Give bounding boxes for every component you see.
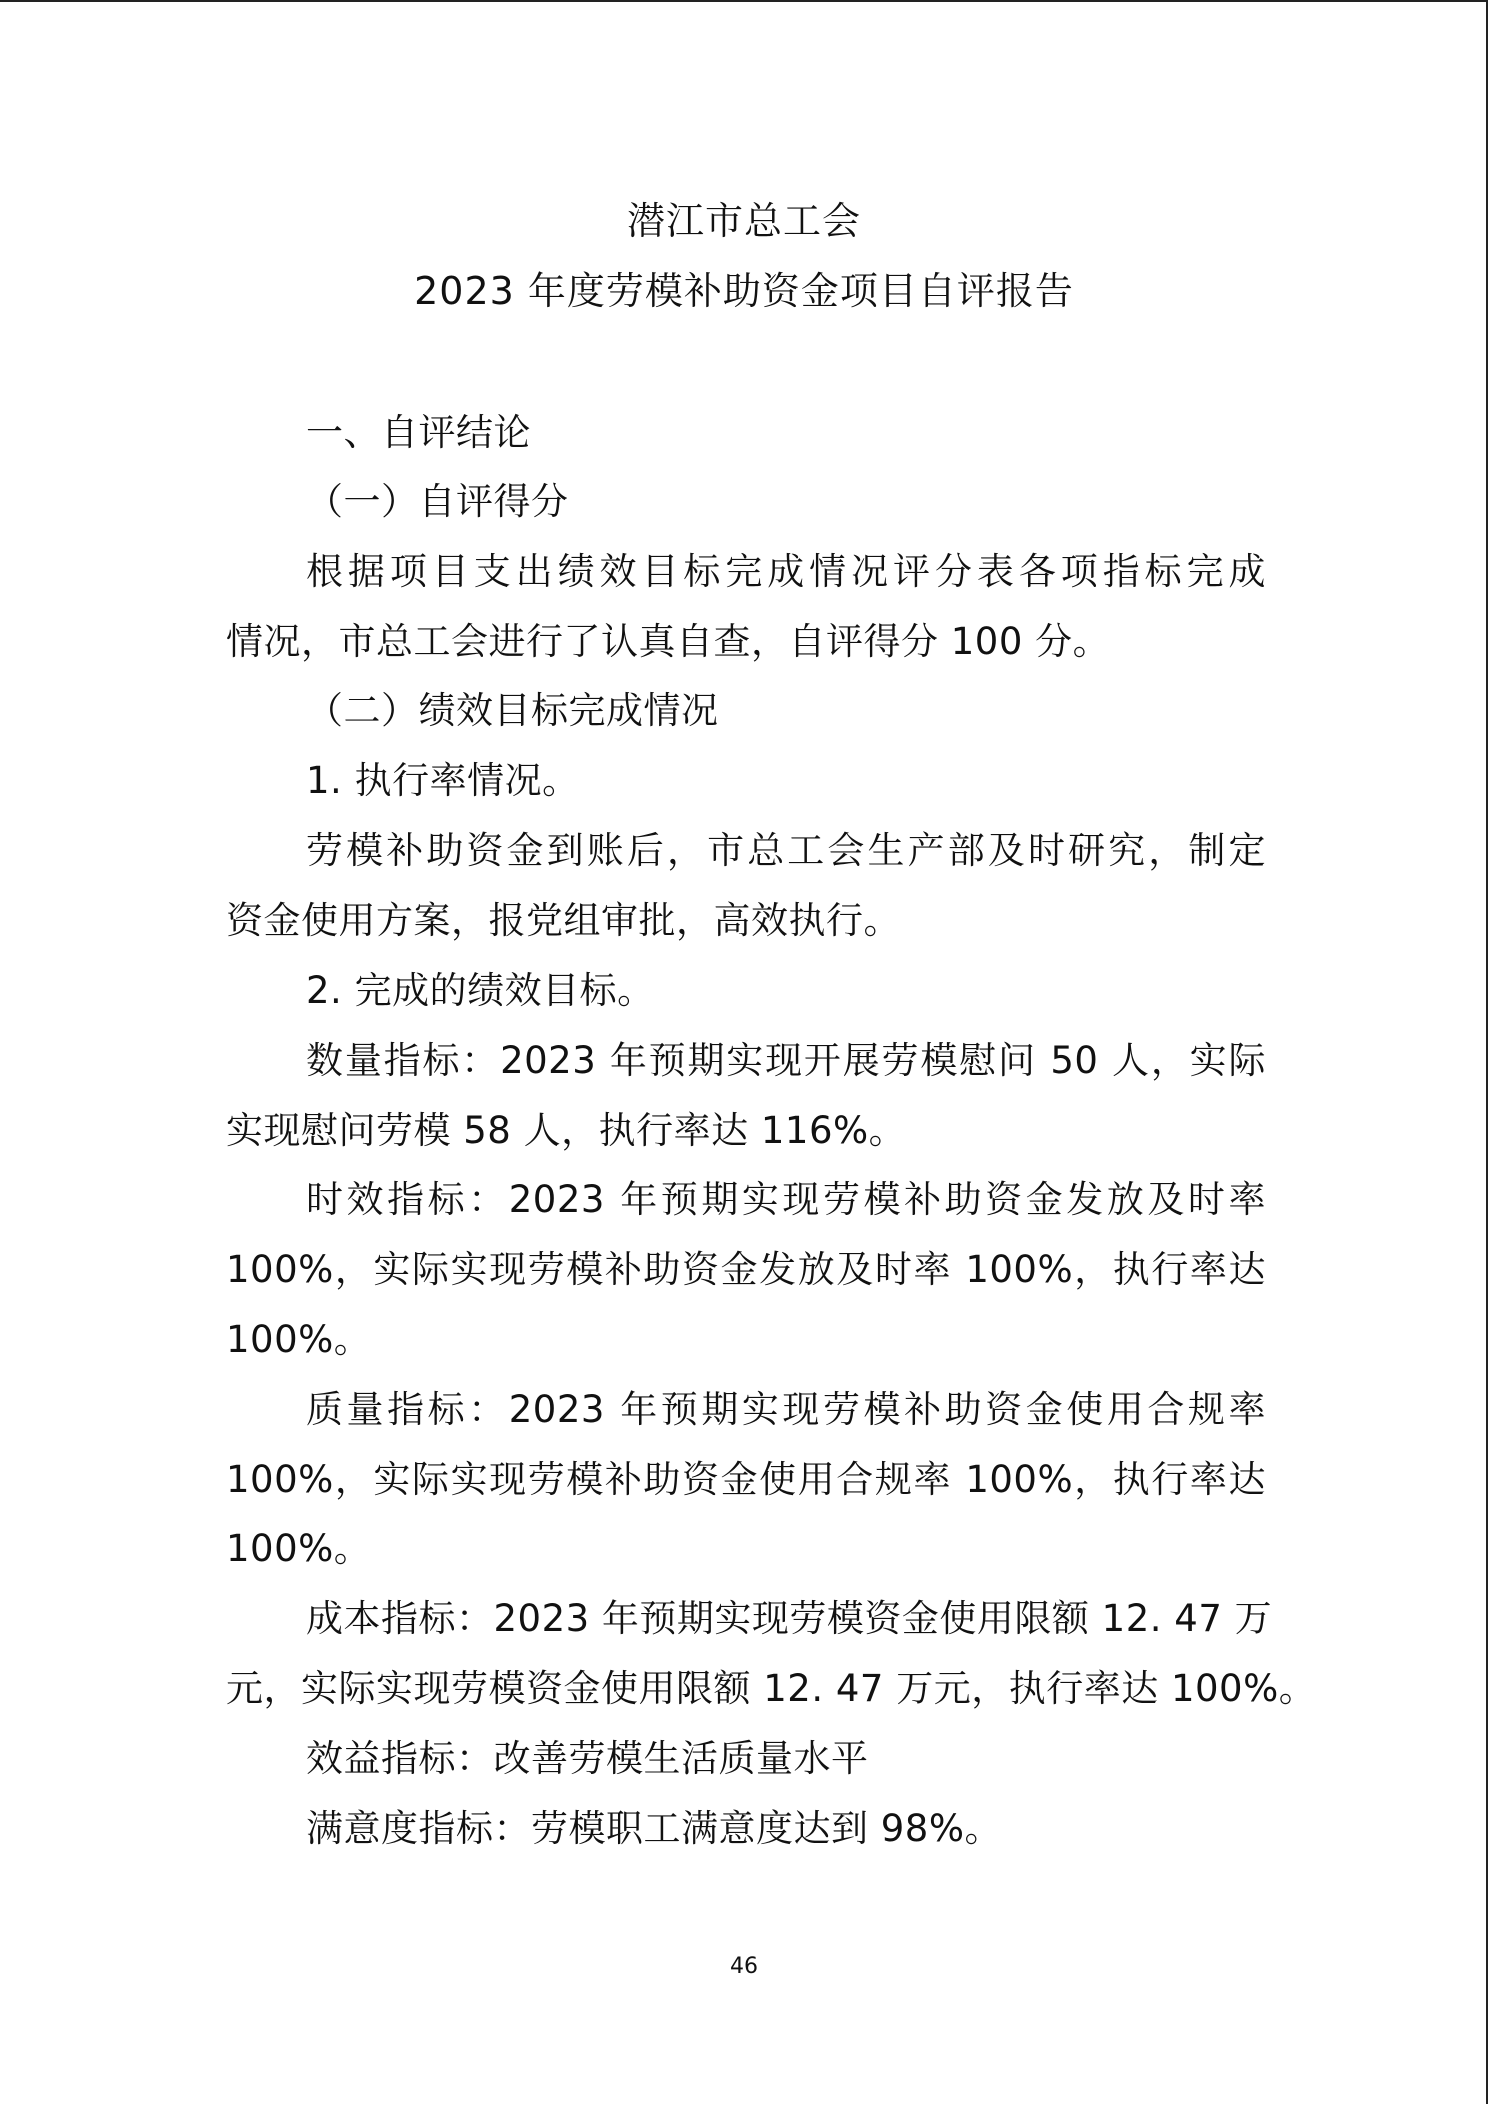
title-organization: 潜江市总工会 — [626, 199, 861, 243]
quality-indicator-line2: 100%，实际实现劳模补助资金使用合规率 100%，执行率达 — [226, 1458, 1266, 1501]
satisfaction-indicator: 满意度指标：劳模职工满意度达到 98%。 — [306, 1807, 1002, 1850]
item-execution-rate: 1. 执行率情况。 — [306, 759, 580, 802]
timeliness-indicator-line3: 100%。 — [226, 1318, 372, 1361]
paragraph-score-line2: 情况，市总工会进行了认真自查，自评得分 100 分。 — [226, 620, 1111, 663]
paragraph-score-line1: 根据项目支出绩效目标完成情况评分表各项指标完成 — [306, 550, 1266, 593]
timeliness-indicator-line1: 时效指标：2023 年预期实现劳模补助资金发放及时率 — [306, 1178, 1266, 1221]
page-number: 46 — [730, 1954, 758, 1979]
heading-performance-goals: （二）绩效目标完成情况 — [306, 689, 719, 732]
heading-self-evaluation-conclusion: 一、自评结论 — [306, 411, 531, 454]
page-border-top — [0, 0, 1488, 2]
paragraph-execution-line2: 资金使用方案，报党组审批，高效执行。 — [226, 899, 901, 942]
quantity-indicator-line2: 实现慰问劳模 58 人，执行率达 116%。 — [226, 1109, 907, 1152]
item-completed-goals: 2. 完成的绩效目标。 — [306, 969, 655, 1012]
quality-indicator-line1: 质量指标：2023 年预期实现劳模补助资金使用合规率 — [306, 1388, 1266, 1431]
benefit-indicator: 效益指标：改善劳模生活质量水平 — [306, 1737, 869, 1780]
heading-self-evaluation-score: （一）自评得分 — [306, 480, 569, 523]
cost-indicator-line1: 成本指标：2023 年预期实现劳模资金使用限额 12. 47 万 — [306, 1597, 1273, 1640]
quantity-indicator-line1: 数量指标：2023 年预期实现开展劳模慰问 50 人，实际 — [306, 1039, 1266, 1082]
title-report: 2023 年度劳模补助资金项目自评报告 — [414, 269, 1074, 313]
quality-indicator-line3: 100%。 — [226, 1527, 372, 1570]
paragraph-execution-line1: 劳模补助资金到账后，市总工会生产部及时研究，制定 — [306, 829, 1266, 872]
timeliness-indicator-line2: 100%，实际实现劳模补助资金发放及时率 100%，执行率达 — [226, 1248, 1266, 1291]
cost-indicator-line2: 元，实际实现劳模资金使用限额 12. 47 万元，执行率达 100%。 — [226, 1667, 1317, 1710]
